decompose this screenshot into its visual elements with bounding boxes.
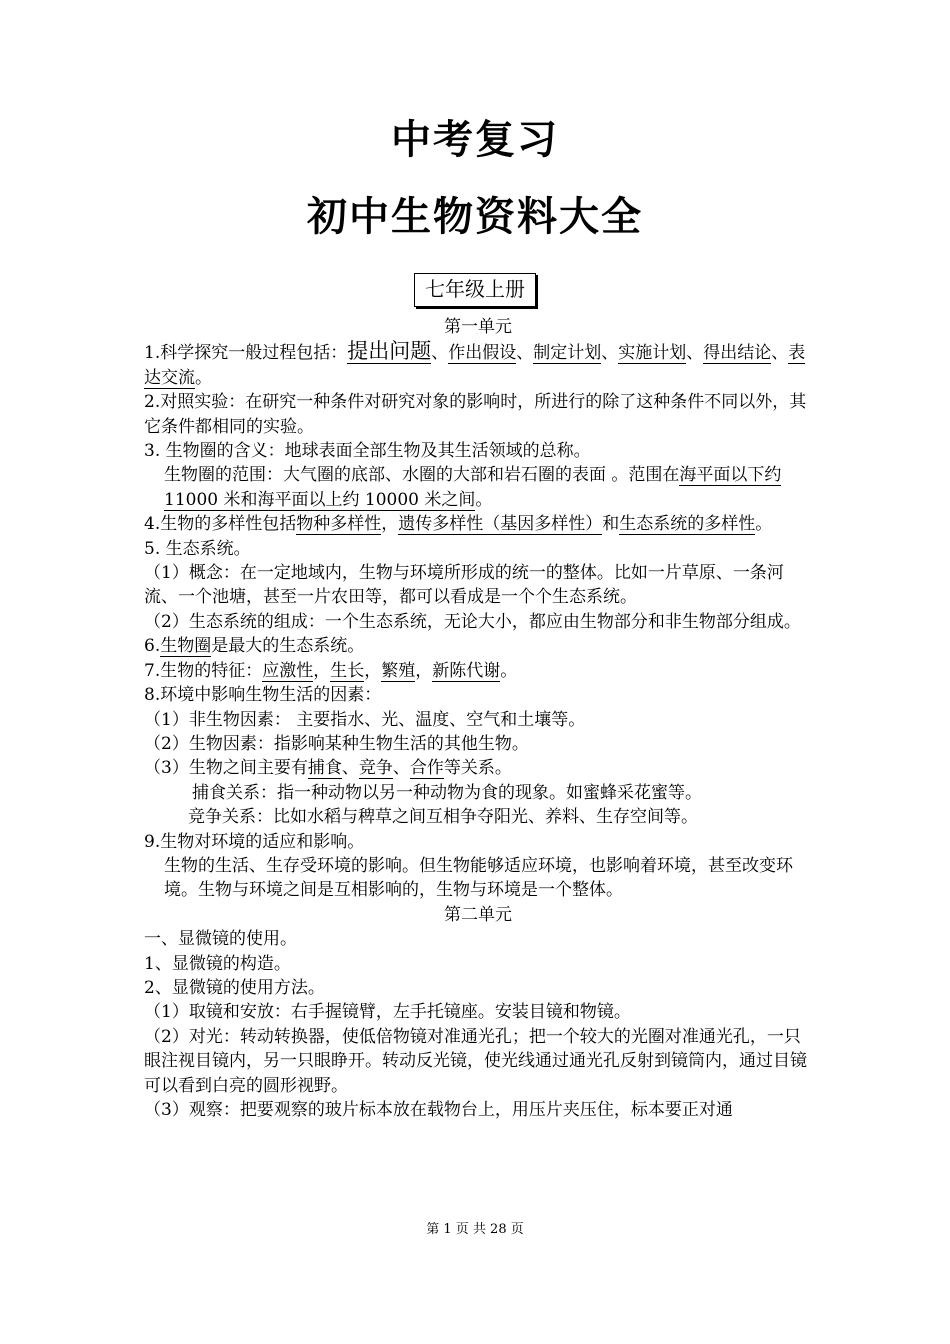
unit2-line-3: 2、显微镜的使用方法。 (144, 977, 325, 998)
item-2: 2.对照实验：在研究一种条件对研究对象的影响时，所进行的除了这种条件不同以外，其它条件都相同的实验。 (144, 392, 807, 437)
unit2-line-1: 一、显微镜的使用。 (144, 929, 297, 950)
item-1: 1.科学探究一般过程包括：提出问题、作出假设、制定计划、实施计划、得出结论、表达交流。 (144, 339, 806, 388)
unit2-heading: 第二单元 (444, 904, 512, 925)
item-3: 3. 生物圈的含义：地球表面全部生物及其生活领域的总称。 (144, 441, 591, 462)
item-8-3-competition: 竞争关系：比如水稻与稗草之间互相争夺阳光、养料、生存空间等。 (188, 807, 698, 828)
page-title: 中考复习 (391, 117, 559, 163)
document-body (144, 315, 812, 1122)
unit1-heading: 第一单元 (444, 317, 512, 337)
item-8-3-predation: 捕食关系：指一种动物以另一种动物为食的现象。如蜜蜂采花蜜等。 (192, 782, 702, 803)
unit2-line-6: （3）观察：把要观察的玻片标本放在载物台上，用压片夹压住，标本要正对通 (144, 1100, 733, 1120)
item-9: 9.生物对环境的适应和影响。 (144, 831, 365, 852)
item-8-2: （2）生物因素：指影响某种生物生活的其他生物。 (144, 733, 529, 754)
page-subtitle: 初中生物资料大全 (307, 194, 643, 240)
item-8-3: （3）生物之间主要有捕食、竞争、合作等关系。 (144, 758, 512, 779)
item-8-1: （1）非生物因素： 主要指水、光、温度、空气和土壤等。 (144, 709, 586, 730)
item-5-2: （2）生态系统的组成：一个生态系统，无论大小，都应由生物部分和非生物部分组成。 (144, 611, 801, 632)
item-9-body: 生物的生活、生存受环境的影响。但生物能够适应环境，也影响着环境，甚至改变环境。生物与环境之间是互相影响的，生物与环境是一个整体。 (164, 855, 793, 901)
item-8: 8.环境中影响生物生活的因素： (144, 685, 382, 706)
unit2-line-2: 1、显微镜的构造。 (144, 953, 291, 974)
unit2-line-4: （1）取镜和安放：右手握镜臂，左手托镜座。安装目镜和物镜。 (144, 1002, 631, 1023)
item-5-1: （1）概念：在一定地域内，生物与环境所形成的统一的整体。比如一片草原、一条河流、一个池塘，甚至一片农田等，都可以看成是一个个生态系统。 (144, 563, 784, 608)
item-3-range: 生物圈的范围：大气圈的底部、水圈的大部和岩石圈的表面 。范围在海平面以下约 11000 米和海平面以上约 10000 米之间。 (164, 465, 782, 510)
grade-label-box: 七年级上册 (414, 273, 536, 307)
item-4: 4.生物的多样性包括物种多样性，遗传多样性（基因多样性）和生态系统的多样性。 (144, 514, 773, 535)
unit2-line-5: （2）对光：转动转换器，使低倍物镜对准通光孔；把一个较大的光圈对准通光孔，一只眼注视目镜内，另一只眼睁开。转动反光镜，使光线通过通光孔反射到镜筒内，通过目镜可以看到白亮的圆形视野。 (144, 1026, 807, 1096)
item-5: 5. 生态系统。 (144, 538, 251, 559)
page-footer: 第 1 页 共 28 页 (426, 1222, 524, 1237)
item-6: 6.生物圈是最大的生态系统。 (144, 636, 365, 657)
item-7: 7.生物的特征：应激性，生长，繁殖，新陈代谢。 (144, 660, 518, 681)
